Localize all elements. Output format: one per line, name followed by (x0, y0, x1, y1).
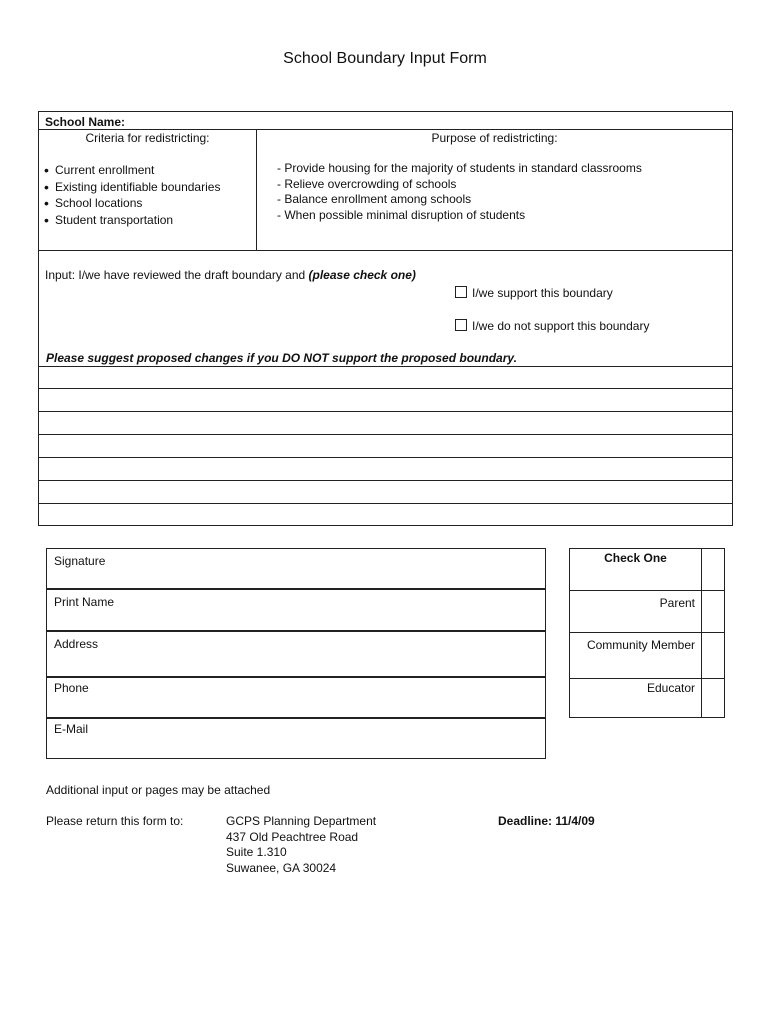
school-name-label: School Name: (45, 115, 126, 129)
purpose-item: - Provide housing for the majority of students in standard classrooms (277, 161, 642, 175)
divider (39, 250, 732, 251)
not-support-checkbox[interactable] (455, 319, 467, 331)
role-educator-label: Educator (646, 681, 695, 695)
additional-input-note: Additional input or pages may be attached (46, 783, 271, 797)
purpose-heading: Purpose of redistricting: (431, 131, 558, 145)
bullet-icon: • (44, 162, 49, 179)
print-name-field[interactable] (46, 589, 546, 631)
print-name-label: Print Name (54, 595, 115, 609)
redistricting-info-box (38, 111, 733, 526)
role-parent-label: Parent (659, 596, 695, 610)
criteria-item: • Current enrollment (44, 162, 155, 179)
email-label: E-Mail (54, 722, 89, 736)
address-line: Suwanee, GA 30024 (226, 860, 337, 875)
address-field[interactable] (46, 631, 546, 677)
criteria-item: • Student transportation (44, 211, 174, 228)
purpose-list (257, 145, 732, 223)
phone-label: Phone (54, 681, 89, 695)
writing-line[interactable] (39, 503, 732, 504)
deadline: Deadline: 11/4/09 (498, 814, 595, 828)
suggest-changes-text: Please suggest proposed changes if you DO NOT support the proposed boundary. (46, 351, 517, 365)
support-checkbox[interactable] (455, 286, 467, 298)
email-field[interactable] (46, 718, 546, 759)
writing-line[interactable] (39, 457, 732, 458)
criteria-list (39, 145, 256, 228)
address-label: Address (54, 637, 99, 651)
writing-line[interactable] (39, 388, 732, 389)
signature-label: Signature (54, 554, 106, 568)
role-parent-checkbox[interactable] (701, 590, 725, 632)
writing-line[interactable] (39, 434, 732, 435)
return-address (226, 814, 376, 876)
criteria-item: • School locations (44, 195, 143, 212)
writing-line[interactable] (39, 411, 732, 412)
form-title: School Boundary Input Form (283, 50, 487, 67)
address-line: 437 Old Peachtree Road (226, 829, 359, 844)
criteria-section (39, 129, 257, 250)
check-one-table (569, 548, 725, 718)
check-one-heading: Check One (604, 551, 667, 565)
address-line: Suite 1.310 (226, 845, 287, 859)
address-line: GCPS Planning Department (226, 814, 377, 828)
criteria-item: • Existing identifiable boundaries (44, 178, 221, 195)
bullet-icon: • (44, 211, 49, 228)
purpose-item: - Balance enrollment among schools (277, 192, 472, 206)
input-text: Input: I/we have reviewed the draft boundary and (45, 268, 306, 282)
criteria-heading: Criteria for redistricting: (85, 131, 210, 145)
purpose-item: - When possible minimal disruption of students (277, 207, 526, 222)
purpose-section (257, 129, 732, 250)
role-community-member-label: Community Member (586, 638, 695, 652)
bullet-icon: • (44, 195, 49, 212)
phone-field[interactable] (46, 677, 546, 718)
support-option[interactable]: I/we support this boundary (455, 286, 613, 300)
input-statement (45, 268, 416, 282)
purpose-item: - Relieve overcrowding of schools (277, 176, 457, 191)
bullet-icon: • (44, 178, 49, 195)
input-emphasis: (please check one) (308, 268, 416, 282)
role-educator-checkbox[interactable] (701, 678, 725, 718)
return-label: Please return this form to: (46, 814, 184, 828)
not-support-option[interactable]: I/we do not support this boundary (455, 319, 649, 333)
role-community-member-checkbox[interactable] (701, 632, 725, 678)
signature-field[interactable] (46, 548, 546, 589)
writing-line[interactable] (39, 480, 732, 481)
writing-line[interactable] (39, 366, 732, 367)
